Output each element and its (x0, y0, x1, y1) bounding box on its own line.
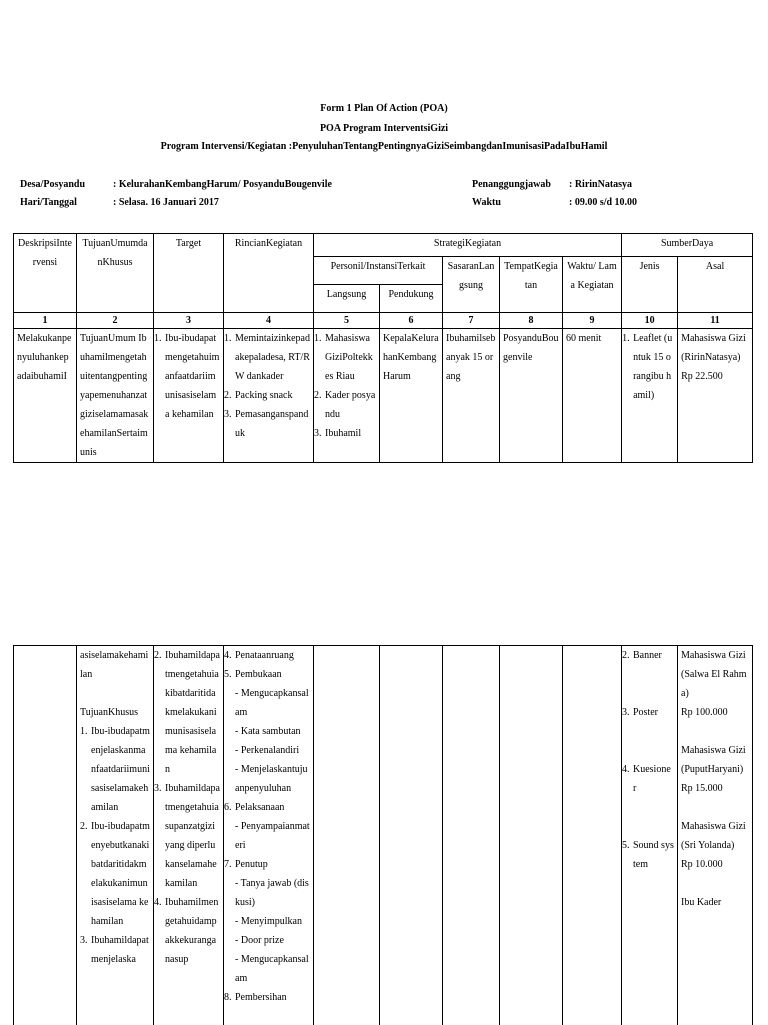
jenis-item (622, 703, 674, 722)
rincian-item-text: Pembukaan (235, 669, 282, 680)
header-deskripsi: DeskripsiIntervensi (14, 234, 77, 313)
rincian-item (224, 988, 310, 1007)
dash-marker: - (235, 726, 241, 737)
tujuan-khusus-item-text: Ibuhamildapatmenjelaska (91, 935, 149, 965)
rincian-subitem (235, 817, 310, 855)
desa-label: Desa/Posyandu (20, 179, 86, 190)
tujuan-khusus-list (80, 722, 150, 969)
item-number: 1. (314, 333, 322, 344)
item-number: 7. (224, 859, 232, 870)
asal-item (681, 893, 749, 912)
poa-table (13, 233, 753, 463)
rincian-subitem-text: Perkenalandiri (240, 745, 300, 756)
item-number: 2. (622, 650, 630, 661)
asal-item (681, 817, 749, 874)
header-tujuan: TujuanUmumdanKhusus (77, 234, 154, 313)
dash-marker: - (235, 935, 241, 946)
rincian-subitem (235, 874, 310, 912)
header-pendukung: Pendukung (380, 285, 443, 313)
item-number: 2. (314, 390, 322, 401)
form-subtitle: POA Program InterventsiGizi (319, 123, 449, 134)
cell-sasaran: Ibuhamilsebanyak 15 orang (443, 329, 500, 463)
rincian-subitem (235, 931, 310, 950)
target-item-text: Ibuhamilmengetahuidampakkekuranganasup (165, 897, 219, 965)
cell-tujuan (77, 646, 154, 1025)
rincian-subitem (235, 741, 310, 760)
asal-cost: Rp 10.000 (681, 859, 723, 870)
cell-rincian (224, 329, 314, 463)
personil-item (314, 386, 376, 424)
column-number: 7 (443, 313, 500, 329)
header-jenis: Jenis (622, 257, 678, 313)
dash-marker: - (235, 954, 241, 965)
header-waktu: Waktu/ Lama Kegiatan (563, 257, 622, 313)
dash-marker: - (235, 821, 241, 832)
header-rincian: RincianKegiatan (224, 234, 314, 313)
table-row (14, 646, 753, 1025)
header-target: Target (154, 234, 224, 313)
rincian-subitem-text: Menyimpulkan (240, 916, 302, 927)
item-number: 3. (622, 707, 630, 718)
header-personil: Personil/InstansiTerkait (314, 257, 443, 285)
cell-waktu (563, 646, 622, 1025)
rincian-item-text: Penutup (235, 859, 268, 870)
rincian-item-text: Pembersihan (235, 992, 287, 1003)
dash-marker: - (235, 916, 241, 927)
item-number: 6. (224, 802, 232, 813)
personil-item-text: Mahasiswa GiziPoltekkes Riau (325, 333, 373, 382)
cell-tujuan: TujuanUmum IbuhamilmengetahuitentangpentingyapemenuhanzatgiziselamamasakehamilanSertaimunis (77, 329, 154, 463)
item-number: 1. (224, 333, 232, 344)
cell-jenis: 1. Leaflet (untuk 15 orangibu hamil) (622, 329, 678, 463)
table-row (14, 329, 753, 463)
tujuan-khusus-item (80, 817, 150, 931)
column-number: 4 (224, 313, 314, 329)
penanggungjawab-label: Penanggungjawab (472, 179, 551, 190)
dash-marker: - (235, 764, 241, 775)
tujuan-khusus-item (80, 931, 150, 969)
poa-table-continued (13, 645, 753, 1025)
jenis-item: Leaflet (untuk 15 orangibu hamil) (633, 333, 673, 401)
rincian-subitem-text: Tanya jawab (diskusi) (235, 878, 309, 908)
target-item: Ibu-ibudapatmengetahuimanfaatdariimunisasiselama kehamilan (165, 333, 220, 420)
hari-label: Hari/Tanggal (20, 197, 77, 208)
rincian-subitem-text: Kata sambutan (240, 726, 301, 737)
rincian-item-text: Pemasanganspanduk (235, 409, 309, 439)
item-number: 1. (80, 726, 88, 737)
rincian-subitem (235, 722, 310, 741)
item-number: 4. (224, 650, 232, 661)
personil-item-text: Kader posyandu (325, 390, 376, 420)
dash-marker: - (235, 688, 241, 699)
column-number: 10 (622, 313, 678, 329)
cell-jenis (622, 646, 678, 1025)
target-item (154, 646, 220, 779)
rincian-item (224, 665, 310, 684)
desa-value: : KelurahanKembangHarum/ PosyanduBougenvile (113, 179, 332, 190)
rincian-subitem (235, 912, 310, 931)
penanggungjawab-value: : RirinNatasya (569, 179, 633, 190)
target-item-text: Ibuhamildapatmengetahuiakibatdaritidakmelakukanimunisasiselama kehamilan (165, 650, 220, 775)
asal-cost: Rp 22.500 (681, 371, 723, 382)
cell-asal (678, 646, 753, 1025)
column-number: 3 (154, 313, 224, 329)
asal-name: Mahasiswa Gizi (Salwa El Rahma) (681, 650, 747, 699)
cell-pendukung (380, 646, 443, 1025)
item-number: 8. (224, 992, 232, 1003)
asal-cost: Rp 15.000 (681, 783, 723, 794)
rincian-subitem (235, 684, 310, 722)
item-number: 5. (224, 669, 232, 680)
tujuan-khusus-item-text: Ibu-ibudapatmenjelaskanmanfaatdariimunisasiselamakehamilan (91, 726, 150, 813)
jenis-item-text: Sound system (633, 840, 674, 870)
header-tempat: TempatKegiatan (500, 257, 563, 313)
rincian-subitem-text: Menjelaskantujuanpenyuluhan (235, 764, 308, 794)
cell-rincian (224, 646, 314, 1025)
item-number: 2. (154, 650, 162, 661)
target-item-text: Ibuhamildapatmengetahuiasupanzatgizi yang diperlukanselamahekamilan (165, 783, 220, 889)
rincian-subitem-text: Door prize (240, 935, 284, 946)
cell-sasaran (443, 646, 500, 1025)
asal-name: Mahasiswa Gizi (RirinNatasya) (681, 333, 746, 363)
asal-cost: Rp 100.000 (681, 707, 728, 718)
rincian-subitem (235, 950, 310, 988)
item-number: 3. (154, 783, 162, 794)
jenis-item-text: Poster (633, 707, 658, 718)
dash-marker: - (235, 878, 241, 889)
header-sumberdaya: SumberDaya (622, 234, 753, 257)
cell-deskripsi (14, 646, 77, 1025)
rincian-subitem-text: Mengucapkansalam (235, 954, 309, 984)
rincian-subitem-text: Mengucapkansalam (235, 688, 309, 718)
header-strategi: StrategiKegiatan (314, 234, 622, 257)
column-number: 5 (314, 313, 380, 329)
item-number: 3. (314, 428, 322, 439)
form-title: Form 1 Plan Of Action (POA) (320, 103, 448, 114)
target-item (154, 779, 220, 893)
tujuan-khusus-label: TujuanKhusus (80, 707, 138, 718)
tujuan-khusus-item-text: Ibu-ibudapatmenyebutkanakibatdaritidakmelakukanimunisasiselama kehamilan (91, 821, 150, 927)
program-line: Program Intervensi/Kegiatan :PenyuluhanTentangPentingnyaGiziSeimbangdanImunisasiPadaIbuHamil (160, 141, 608, 152)
header-asal: Asal (678, 257, 753, 313)
column-number: 8 (500, 313, 563, 329)
tujuan-continued: asiselamakehamilan (80, 650, 149, 680)
tujuan-khusus-item (80, 722, 150, 817)
cell-deskripsi: MelakukanpenyuluhankepadaibuhamiI (14, 329, 77, 463)
jenis-item (622, 836, 674, 874)
rincian-item-text: Packing snack (235, 390, 293, 401)
item-number: 4. (154, 897, 162, 908)
personil-item (314, 424, 376, 443)
waktu-label: Waktu (472, 197, 501, 208)
column-number: 1 (14, 313, 77, 329)
dash-marker: - (235, 745, 241, 756)
cell-target (154, 646, 224, 1025)
hari-value: : Selasa. 16 Januari 2017 (113, 197, 219, 208)
cell-langsung (314, 646, 380, 1025)
column-number: 11 (678, 313, 753, 329)
personil-item-text: Ibuhamil (325, 428, 362, 439)
rincian-item (224, 646, 310, 665)
item-number: 3. (224, 409, 232, 420)
header-langsung: Langsung (314, 285, 380, 313)
cell-asal (678, 329, 753, 463)
asal-item (681, 646, 749, 722)
waktu-value: : 09.00 s/d 10.00 (569, 197, 638, 208)
jenis-item (622, 646, 674, 665)
jenis-item-text: Kuesioner (633, 764, 671, 794)
item-number: 2. (224, 390, 232, 401)
rincian-item (224, 405, 310, 443)
column-number: 2 (77, 313, 154, 329)
jenis-item-text: Banner (633, 650, 662, 661)
jenis-item (622, 760, 674, 798)
personil-item (314, 329, 376, 386)
asal-name: Ibu Kader (681, 897, 722, 908)
asal-name: Mahasiswa Gizi (PuputHaryani) (681, 745, 746, 775)
rincian-item (224, 329, 310, 386)
rincian-subitem (235, 760, 310, 798)
asal-item (681, 741, 749, 798)
rincian-subitem-text: Penyampaianmateri (235, 821, 310, 851)
target-item (154, 893, 220, 969)
rincian-item-text: Memintaizinkepadakepaladesa, RT/RW dankader (235, 333, 310, 382)
cell-tempat: PosyanduBougenvile (500, 329, 563, 463)
column-number: 6 (380, 313, 443, 329)
column-number-row (14, 313, 753, 329)
rincian-item-text: Penataanruang (235, 650, 294, 661)
cell-pendukung: KepalaKelurahanKembangHarum (380, 329, 443, 463)
asal-name: Mahasiswa Gizi (Sri Yolanda) (681, 821, 746, 851)
cell-waktu: 60 menit (563, 329, 622, 463)
header-sasaran: SasaranLangsung (443, 257, 500, 313)
rincian-item-text: Pelaksanaan (235, 802, 285, 813)
item-number: 2. (80, 821, 88, 832)
cell-langsung (314, 329, 380, 463)
cell-target: 1. Ibu-ibudapatmengetahuimanfaatdariimunisasiselama kehamilan (154, 329, 224, 463)
cell-tempat (500, 646, 563, 1025)
rincian-item (224, 386, 310, 405)
rincian-item (224, 855, 310, 874)
column-number: 9 (563, 313, 622, 329)
item-number: 5. (622, 840, 630, 851)
item-number: 3. (80, 935, 88, 946)
item-number: 4. (622, 764, 630, 775)
rincian-item (224, 798, 310, 817)
